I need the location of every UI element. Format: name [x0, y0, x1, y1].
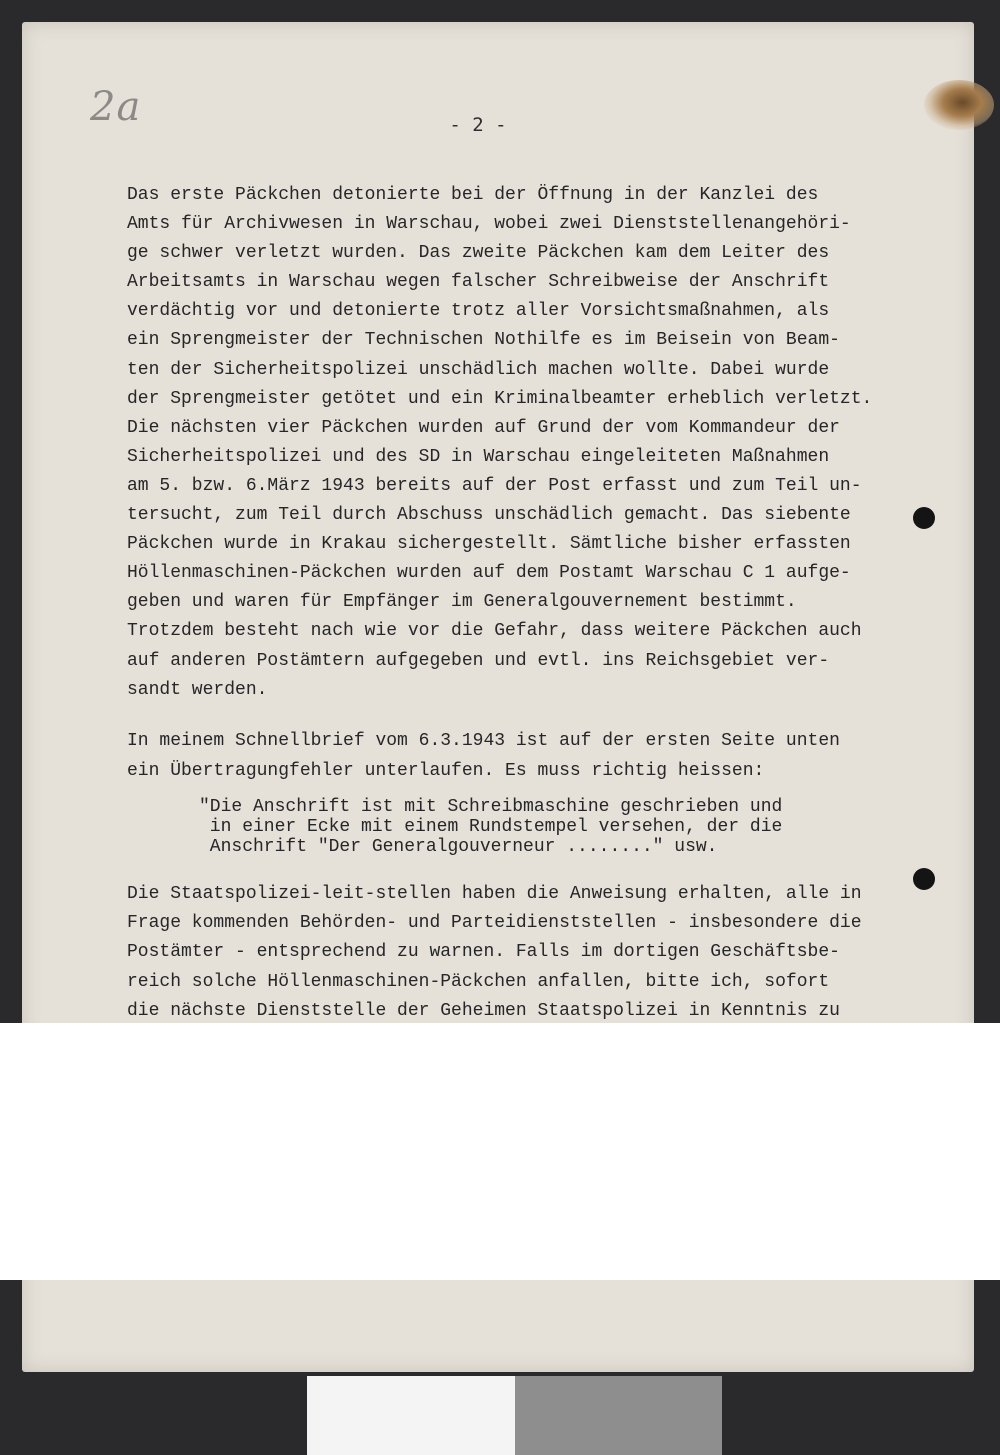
- quoted-correction: [199, 797, 899, 857]
- text-line: Höllenmaschinen-Päckchen wurden auf dem Postamt Warschau C 1 aufge-: [127, 563, 851, 584]
- text-line: auf anderen Postämtern aufgegeben und evtl. ins Reichsgebiet ver-: [127, 650, 830, 671]
- text-line: Amts für Archivwesen in Warschau, wobei zwei Dienststellenangehöri-: [127, 214, 851, 235]
- text-line: Die Staatspolizei-leit-stellen haben die Anweisung erhalten, alle in: [127, 884, 862, 904]
- text-line: ten der Sicherheitspolizei unschädlich machen wollte. Dabei wurde: [127, 359, 830, 380]
- text-line: tersucht, zum Teil durch Abschuss unschädlich gemacht. Das siebente: [127, 505, 851, 526]
- text-line: sandt werden.: [127, 679, 268, 700]
- calibration-swatch-grey: [515, 1376, 722, 1455]
- text-line: ge schwer verletzt wurden. Das zweite Päckchen kam dem Leiter des: [127, 243, 830, 264]
- text-line: Die nächsten vier Päckchen wurden auf Grund der vom Kommandeur der: [127, 417, 840, 438]
- quote-line: in einer Ecke mit einem Rundstempel versehen, der die: [199, 817, 783, 837]
- calibration-swatch-white: [307, 1376, 515, 1455]
- text-line: Arbeitsamts in Warschau wegen falscher Schreibweise der Anschrift: [127, 272, 830, 293]
- paragraph-1: [127, 181, 957, 705]
- punch-hole: [913, 868, 935, 890]
- text-line: geben und waren für Empfänger im Generalgouvernement bestimmt.: [127, 592, 797, 613]
- text-line: Das erste Päckchen detonierte bei der Öffnung in der Kanzlei des: [127, 185, 819, 205]
- paragraph-2: [127, 727, 957, 786]
- page-number: - 2 -: [449, 114, 507, 136]
- paragraph-3: [127, 880, 957, 1026]
- quote-line: "Die Anschrift ist mit Schreibmaschine geschrieben und: [199, 797, 783, 817]
- text-line: Frage kommenden Behörden- und Parteidienststellen - insbesondere die: [127, 913, 862, 934]
- text-line: Sicherheitspolizei und des SD in Warschau eingeleiteten Maßnahmen: [127, 446, 830, 467]
- text-line: Postämter - entsprechend zu warnen. Falls im dortigen Geschäftsbe-: [127, 942, 840, 963]
- handwritten-annotation: 2a: [90, 84, 142, 130]
- text-line: ein Übertragungfehler unterlaufen. Es muss richtig heissen:: [127, 760, 765, 781]
- text-line: In meinem Schnellbrief vom 6.3.1943 ist auf der ersten Seite unten: [127, 731, 840, 751]
- scan-gap: [0, 1023, 1000, 1280]
- text-line: ein Sprengmeister der Technischen Nothilfe es im Beisein von Beam-: [127, 330, 840, 351]
- text-line: Trotzdem besteht nach wie vor die Gefahr, dass weitere Päckchen auch: [127, 621, 862, 642]
- text-line: der Sprengmeister getötet und ein Kriminalbeamter erheblich verletzt.: [127, 388, 873, 409]
- punch-hole: [913, 507, 935, 529]
- text-line: am 5. bzw. 6.März 1943 bereits auf der Post erfasst und zum Teil un-: [127, 475, 862, 496]
- text-line: Päckchen wurde in Krakau sichergestellt. Sämtliche bisher erfassten: [127, 534, 851, 555]
- text-line: reich solche Höllenmaschinen-Päckchen anfallen, bitte ich, sofort: [127, 971, 830, 992]
- text-line: die nächste Dienststelle der Geheimen Staatspolizei in Kenntnis zu: [127, 1000, 840, 1021]
- text-line: verdächtig vor und detonierte trotz aller Vorsichtsmaßnahmen, als: [127, 301, 830, 322]
- quote-line: Anschrift "Der Generalgouverneur ........" usw.: [199, 837, 718, 857]
